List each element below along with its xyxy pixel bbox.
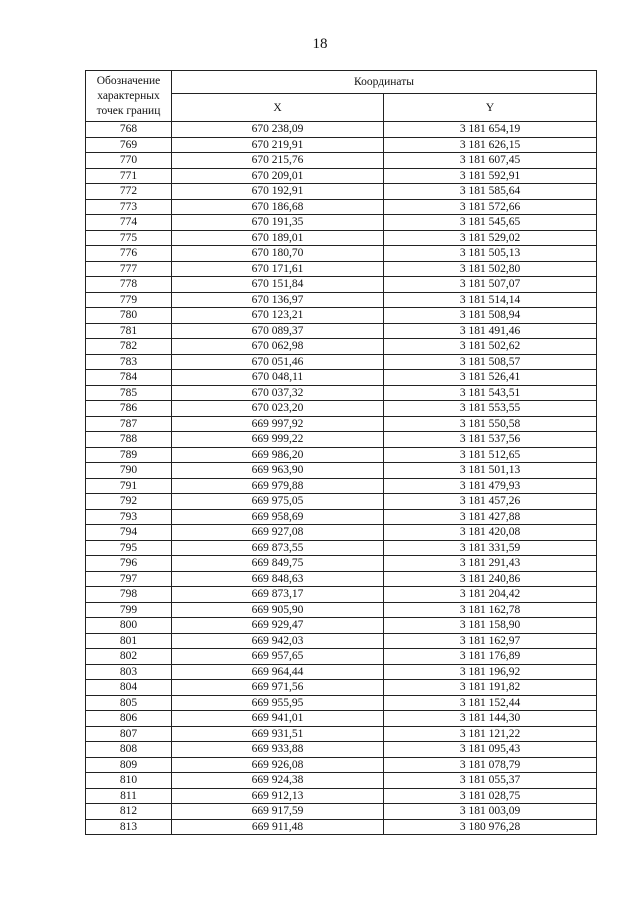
x-coordinate-cell: 669 957,65 <box>172 649 384 665</box>
point-id-cell: 813 <box>86 819 172 835</box>
table-row <box>86 494 597 510</box>
y-coordinate-cell: 3 181 553,55 <box>384 401 597 417</box>
y-coordinate-cell: 3 181 512,65 <box>384 447 597 463</box>
table-row <box>86 199 597 215</box>
table-row <box>86 246 597 262</box>
y-coordinate-cell: 3 181 003,09 <box>384 804 597 820</box>
table-row <box>86 339 597 355</box>
point-id-cell: 777 <box>86 261 172 277</box>
point-id-cell: 799 <box>86 602 172 618</box>
table-row <box>86 664 597 680</box>
point-id-cell: 802 <box>86 649 172 665</box>
x-coordinate-cell: 669 955,95 <box>172 695 384 711</box>
y-column-header: Y <box>384 94 597 122</box>
x-coordinate-cell: 669 933,88 <box>172 742 384 758</box>
table-row <box>86 602 597 618</box>
y-coordinate-cell: 3 181 291,43 <box>384 556 597 572</box>
table-row <box>86 153 597 169</box>
x-coordinate-cell: 669 964,44 <box>172 664 384 680</box>
y-coordinate-cell: 3 181 196,92 <box>384 664 597 680</box>
point-id-cell: 788 <box>86 432 172 448</box>
x-coordinate-cell: 670 136,97 <box>172 292 384 308</box>
x-coordinate-cell: 669 873,17 <box>172 587 384 603</box>
table-row <box>86 711 597 727</box>
table-row <box>86 122 597 138</box>
x-coordinate-cell: 669 963,90 <box>172 463 384 479</box>
y-coordinate-cell: 3 181 543,51 <box>384 385 597 401</box>
y-coordinate-cell: 3 181 537,56 <box>384 432 597 448</box>
x-coordinate-cell: 669 999,22 <box>172 432 384 448</box>
coordinates-column-header: Координаты <box>172 71 597 94</box>
x-coordinate-cell: 670 023,20 <box>172 401 384 417</box>
y-coordinate-cell: 3 181 572,66 <box>384 199 597 215</box>
x-coordinate-cell: 670 191,35 <box>172 215 384 231</box>
point-id-cell: 786 <box>86 401 172 417</box>
y-coordinate-cell: 3 181 028,75 <box>384 788 597 804</box>
table-row <box>86 757 597 773</box>
table-row <box>86 649 597 665</box>
x-coordinate-cell: 670 215,76 <box>172 153 384 169</box>
table-row <box>86 804 597 820</box>
x-coordinate-cell: 669 905,90 <box>172 602 384 618</box>
point-id-cell: 789 <box>86 447 172 463</box>
y-coordinate-cell: 3 181 240,86 <box>384 571 597 587</box>
x-coordinate-cell: 669 926,08 <box>172 757 384 773</box>
point-id-cell: 771 <box>86 168 172 184</box>
table-row <box>86 540 597 556</box>
y-coordinate-cell: 3 181 152,44 <box>384 695 597 711</box>
y-coordinate-cell: 3 181 502,80 <box>384 261 597 277</box>
y-coordinate-cell: 3 181 508,94 <box>384 308 597 324</box>
table-row <box>86 680 597 696</box>
table-row <box>86 168 597 184</box>
y-coordinate-cell: 3 181 654,19 <box>384 122 597 138</box>
y-coordinate-cell: 3 181 529,02 <box>384 230 597 246</box>
table-row <box>86 230 597 246</box>
point-id-cell: 775 <box>86 230 172 246</box>
y-coordinate-cell: 3 181 507,07 <box>384 277 597 293</box>
y-coordinate-cell: 3 181 204,42 <box>384 587 597 603</box>
point-id-cell: 806 <box>86 711 172 727</box>
point-id-cell: 780 <box>86 308 172 324</box>
point-id-cell: 810 <box>86 773 172 789</box>
x-coordinate-cell: 669 873,55 <box>172 540 384 556</box>
table-row <box>86 726 597 742</box>
table-row <box>86 587 597 603</box>
y-coordinate-cell: 3 181 545,65 <box>384 215 597 231</box>
table-header <box>86 71 597 122</box>
point-id-cell: 776 <box>86 246 172 262</box>
y-coordinate-cell: 3 181 176,89 <box>384 649 597 665</box>
x-coordinate-cell: 669 849,75 <box>172 556 384 572</box>
point-id-cell: 809 <box>86 757 172 773</box>
x-coordinate-cell: 669 927,08 <box>172 525 384 541</box>
y-coordinate-cell: 3 181 191,82 <box>384 680 597 696</box>
x-coordinate-cell: 669 975,05 <box>172 494 384 510</box>
table-row <box>86 277 597 293</box>
y-coordinate-cell: 3 181 055,37 <box>384 773 597 789</box>
point-id-cell: 774 <box>86 215 172 231</box>
y-coordinate-cell: 3 181 585,64 <box>384 184 597 200</box>
y-coordinate-cell: 3 181 505,13 <box>384 246 597 262</box>
y-coordinate-cell: 3 180 976,28 <box>384 819 597 835</box>
x-coordinate-cell: 669 917,59 <box>172 804 384 820</box>
y-coordinate-cell: 3 181 158,90 <box>384 618 597 634</box>
point-id-cell: 783 <box>86 354 172 370</box>
page-number: 18 <box>312 36 328 52</box>
table-row <box>86 447 597 463</box>
y-coordinate-cell: 3 181 078,79 <box>384 757 597 773</box>
table-row <box>86 354 597 370</box>
y-coordinate-cell: 3 181 550,58 <box>384 416 597 432</box>
table-row <box>86 571 597 587</box>
y-coordinate-cell: 3 181 121,22 <box>384 726 597 742</box>
table-row <box>86 478 597 494</box>
table-row <box>86 618 597 634</box>
table-row <box>86 184 597 200</box>
x-coordinate-cell: 670 238,09 <box>172 122 384 138</box>
table-body <box>86 122 597 835</box>
y-coordinate-cell: 3 181 491,46 <box>384 323 597 339</box>
y-coordinate-cell: 3 181 144,30 <box>384 711 597 727</box>
table-row <box>86 323 597 339</box>
x-coordinate-cell: 670 089,37 <box>172 323 384 339</box>
y-coordinate-cell: 3 181 457,26 <box>384 494 597 510</box>
y-coordinate-cell: 3 181 095,43 <box>384 742 597 758</box>
point-id-cell: 779 <box>86 292 172 308</box>
point-id-cell: 794 <box>86 525 172 541</box>
y-coordinate-cell: 3 181 514,14 <box>384 292 597 308</box>
point-id-cell: 785 <box>86 385 172 401</box>
y-coordinate-cell: 3 181 502,62 <box>384 339 597 355</box>
x-coordinate-cell: 670 219,91 <box>172 137 384 153</box>
table-row <box>86 525 597 541</box>
x-coordinate-cell: 669 931,51 <box>172 726 384 742</box>
table-row <box>86 509 597 525</box>
point-id-cell: 769 <box>86 137 172 153</box>
table-row <box>86 463 597 479</box>
x-coordinate-cell: 669 958,69 <box>172 509 384 525</box>
coordinates-table <box>85 70 597 835</box>
x-column-header: X <box>172 94 384 122</box>
point-id-cell: 796 <box>86 556 172 572</box>
x-coordinate-cell: 669 941,01 <box>172 711 384 727</box>
point-id-cell: 800 <box>86 618 172 634</box>
table-row <box>86 215 597 231</box>
x-coordinate-cell: 670 048,11 <box>172 370 384 386</box>
y-coordinate-cell: 3 181 626,15 <box>384 137 597 153</box>
x-coordinate-cell: 670 037,32 <box>172 385 384 401</box>
x-coordinate-cell: 669 979,88 <box>172 478 384 494</box>
table-row <box>86 695 597 711</box>
point-id-cell: 805 <box>86 695 172 711</box>
table-row <box>86 819 597 835</box>
x-coordinate-cell: 670 180,70 <box>172 246 384 262</box>
y-coordinate-cell: 3 181 427,88 <box>384 509 597 525</box>
y-coordinate-cell: 3 181 501,13 <box>384 463 597 479</box>
y-coordinate-cell: 3 181 162,78 <box>384 602 597 618</box>
point-id-cell: 772 <box>86 184 172 200</box>
point-id-cell: 770 <box>86 153 172 169</box>
x-coordinate-cell: 670 051,46 <box>172 354 384 370</box>
table-row <box>86 556 597 572</box>
x-coordinate-cell: 670 209,01 <box>172 168 384 184</box>
point-id-cell: 808 <box>86 742 172 758</box>
x-coordinate-cell: 669 911,48 <box>172 819 384 835</box>
table-row <box>86 401 597 417</box>
point-id-cell: 784 <box>86 370 172 386</box>
y-coordinate-cell: 3 181 420,08 <box>384 525 597 541</box>
point-id-cell: 778 <box>86 277 172 293</box>
x-coordinate-cell: 669 912,13 <box>172 788 384 804</box>
point-id-cell: 782 <box>86 339 172 355</box>
x-coordinate-cell: 670 192,91 <box>172 184 384 200</box>
table-row <box>86 292 597 308</box>
y-coordinate-cell: 3 181 479,93 <box>384 478 597 494</box>
table-row <box>86 773 597 789</box>
x-coordinate-cell: 669 986,20 <box>172 447 384 463</box>
y-coordinate-cell: 3 181 526,41 <box>384 370 597 386</box>
x-coordinate-cell: 670 171,61 <box>172 261 384 277</box>
y-coordinate-cell: 3 181 331,59 <box>384 540 597 556</box>
point-id-cell: 812 <box>86 804 172 820</box>
x-coordinate-cell: 669 929,47 <box>172 618 384 634</box>
point-id-cell: 781 <box>86 323 172 339</box>
x-coordinate-cell: 670 186,68 <box>172 199 384 215</box>
point-id-cell: 801 <box>86 633 172 649</box>
point-id-cell: 803 <box>86 664 172 680</box>
x-coordinate-cell: 670 151,84 <box>172 277 384 293</box>
table-row <box>86 385 597 401</box>
point-id-cell: 790 <box>86 463 172 479</box>
x-coordinate-cell: 669 924,38 <box>172 773 384 789</box>
table-row <box>86 432 597 448</box>
y-coordinate-cell: 3 181 607,45 <box>384 153 597 169</box>
point-id-cell: 807 <box>86 726 172 742</box>
table-row <box>86 308 597 324</box>
x-coordinate-cell: 669 997,92 <box>172 416 384 432</box>
point-id-cell: 792 <box>86 494 172 510</box>
point-id-cell: 811 <box>86 788 172 804</box>
point-id-cell: 795 <box>86 540 172 556</box>
x-coordinate-cell: 669 971,56 <box>172 680 384 696</box>
point-id-cell: 804 <box>86 680 172 696</box>
y-coordinate-cell: 3 181 592,91 <box>384 168 597 184</box>
table-row <box>86 742 597 758</box>
table-row <box>86 137 597 153</box>
point-column-header: Обозначение характерных точек границ <box>86 71 172 122</box>
x-coordinate-cell: 669 942,03 <box>172 633 384 649</box>
x-coordinate-cell: 669 848,63 <box>172 571 384 587</box>
point-id-cell: 798 <box>86 587 172 603</box>
table-row <box>86 370 597 386</box>
y-coordinate-cell: 3 181 508,57 <box>384 354 597 370</box>
point-id-cell: 791 <box>86 478 172 494</box>
table-row <box>86 788 597 804</box>
point-id-cell: 793 <box>86 509 172 525</box>
table-row <box>86 633 597 649</box>
point-id-cell: 797 <box>86 571 172 587</box>
x-coordinate-cell: 670 062,98 <box>172 339 384 355</box>
y-coordinate-cell: 3 181 162,97 <box>384 633 597 649</box>
point-id-cell: 773 <box>86 199 172 215</box>
x-coordinate-cell: 670 189,01 <box>172 230 384 246</box>
point-id-cell: 768 <box>86 122 172 138</box>
table-row <box>86 416 597 432</box>
table-row <box>86 261 597 277</box>
point-id-cell: 787 <box>86 416 172 432</box>
x-coordinate-cell: 670 123,21 <box>172 308 384 324</box>
